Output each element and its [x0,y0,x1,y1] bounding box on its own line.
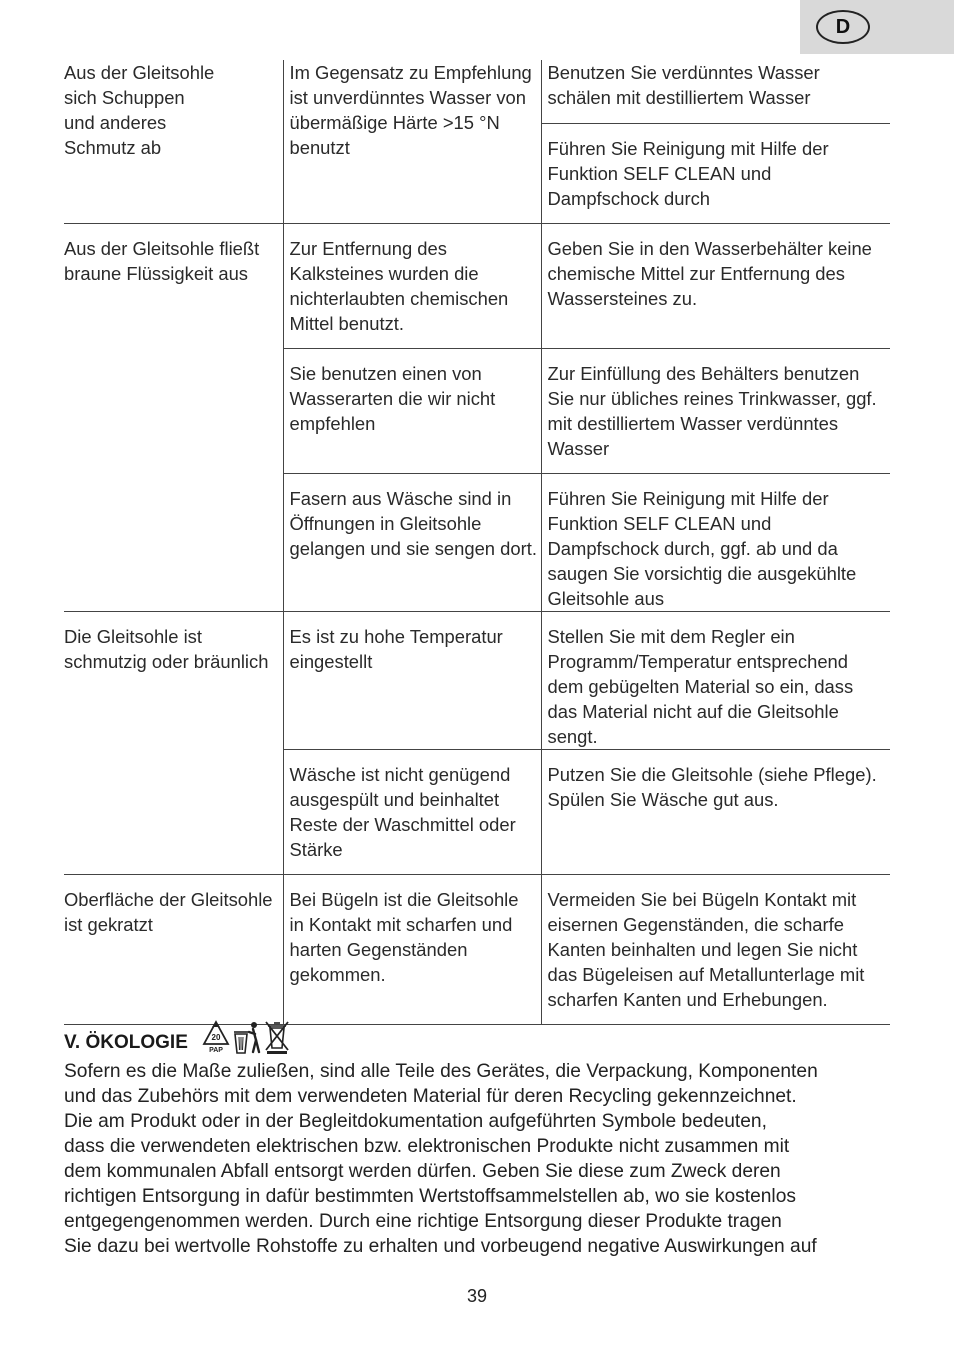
body-line: richtigen Entsorgung in dafür bestimmten Wertstoffsammelstellen ab, wo sie kostenlos [64,1186,796,1207]
body-line: Die am Produkt oder in der Begleitdokumentation aufgeführten Symbole bedeuten, [64,1111,767,1132]
solution-cell: Vermeiden Sie bei Bügeln Kontakt mit eisernen Gegenständen, die scharfe Kanten beinhalten und legen Sie nicht das Bügeleisen auf Metallunterlage mit scharfen Kanten und Erhebungen. [541,874,890,1024]
body-line: entgegengenommen werden. Durch eine richtige Entsorgung dieser Produkte tragen [64,1211,782,1232]
cause-cell: Bei Bügeln ist die Gleitsohle in Kontakt mit scharfen und harten Gegenständen gekommen. [283,874,541,1024]
solution-cell: Führen Sie Reinigung mit Hilfe der Funktion SELF CLEAN und Dampfschock durch, ggf. ab und da saugen Sie vorsichtig die ausgekühlte Gleitsohle aus [541,473,890,611]
problem-cell: Die Gleitsohle ist schmutzig oder bräunlich [64,611,283,874]
body-line: dass die verwendeten elektrischen bzw. elektronischen Produkte nicht zusammen mit [64,1136,790,1157]
problem-line: Schmutz ab [64,137,162,158]
language-badge: D [816,10,870,44]
cause-cell: Fasern aus Wäsche sind in Öffnungen in Gleitsohle gelangen und sie sengen dort. [283,473,541,611]
problem-cell [64,60,283,223]
ecology-heading [64,1020,290,1054]
body-line: und das Zubehörs mit dem verwendeten Material für deren Recycling gekennzeichnet. [64,1086,797,1107]
recycling-label: PAP [208,1047,223,1054]
body-line: Sofern es die Maße zuließen, sind alle Teile des Gerätes, die Verpackung, Komponenten [64,1061,818,1082]
problem-cell: Oberfläche der Gleitsohle ist gekratzt [64,874,283,1024]
solution-cell: Stellen Sie mit dem Regler ein Programm/Temperatur entsprechend dem gebügelten Material so ein, dass das Material nicht auf die Gleitsohle sengt. [541,611,890,749]
ecology-body [64,1059,894,1259]
language-tab [800,0,954,54]
body-line: Sie dazu bei wertvolle Rohstoffe zu erhalten und vorbeugend negative Auswirkungen auf [64,1236,817,1257]
solution-cell: Führen Sie Reinigung mit Hilfe der Funktion SELF CLEAN und Dampfschock durch [541,123,890,223]
problem-cell: Aus der Gleitsohle fließt braune Flüssigkeit aus [64,223,283,611]
solution-cell: Putzen Sie die Gleitsohle (siehe Pflege). Spülen Sie Wäsche gut aus. [541,749,890,874]
cause-cell: Sie benutzen einen von Wasserarten die wir nicht empfehlen [283,348,541,473]
body-line: dem kommunalen Abfall entsorgt werden dürfen. Geben Sie diese zum Zweck deren [64,1161,781,1182]
troubleshooting-table [64,60,890,1025]
solution-cell: Benutzen Sie verdünntes Wasser schälen mit destilliertem Wasser [541,60,890,123]
cause-cell: Im Gegensatz zu Empfehlung ist unverdünntes Wasser von übermäßige Härte >15 °N benutzt [283,60,541,223]
problem-line: Aus der Gleitsohle [64,62,215,83]
problem-line: sich Schuppen [64,87,185,108]
cause-cell: Es ist zu hohe Temperatur eingestellt [283,611,541,749]
recycling-pap-icon [202,1020,230,1054]
cause-cell: Wäsche ist nicht genügend ausgespült und beinhaltet Reste der Waschmittel oder Stärke [283,749,541,874]
solution-cell: Geben Sie in den Wasserbehälter keine chemische Mittel zur Entfernung des Wassersteines zu. [541,223,890,348]
problem-line: und anderes [64,112,167,133]
ecology-icons [202,1020,290,1054]
solution-cell: Zur Einfüllung des Behälters benutzen Sie nur übliches reines Trinkwasser, ggf. mit destilliertem Wasser verdünntes Wasser [541,348,890,473]
tidyman-bin-icon [232,1020,262,1054]
ecology-title: V. ÖKOLOGIE [64,1032,188,1053]
cause-cell: Zur Entfernung des Kalksteines wurden die nichterlaubten chemischen Mittel benutzt. [283,223,541,348]
page-number: 39 [466,1286,488,1306]
recycling-number: 20 [211,1033,221,1042]
crossed-out-bin-icon [264,1020,290,1054]
